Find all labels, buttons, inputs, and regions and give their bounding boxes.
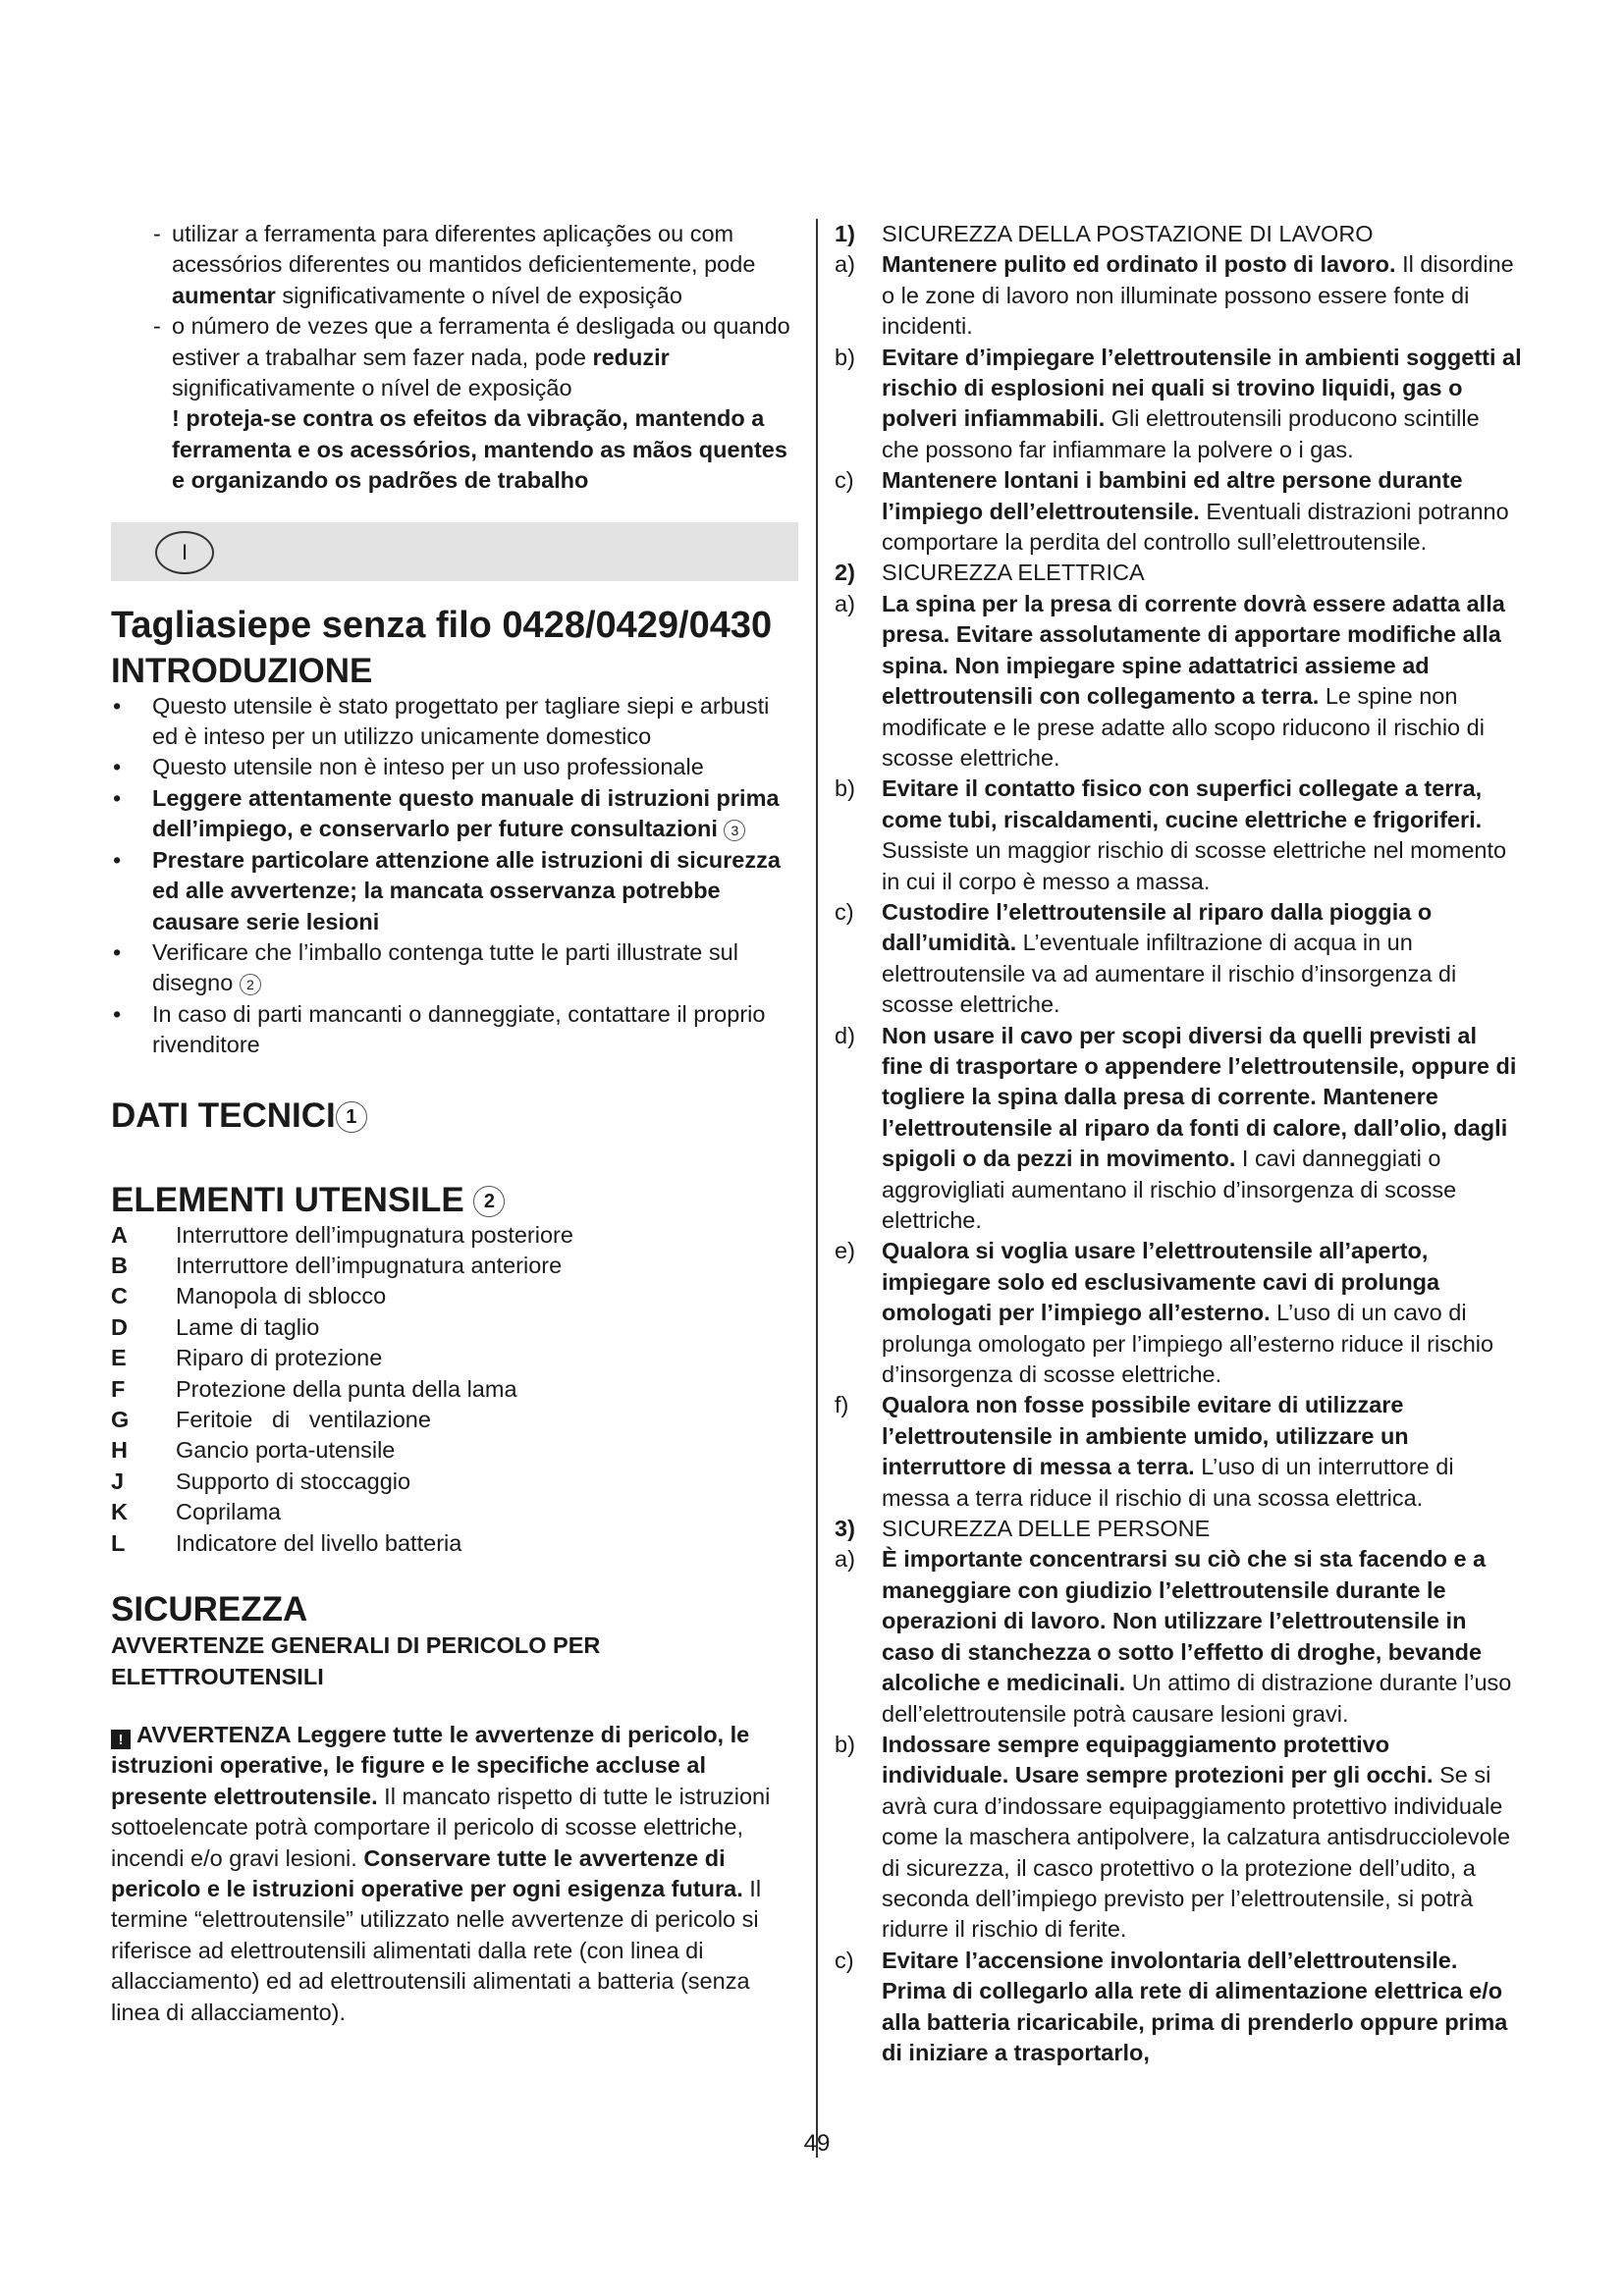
parts-list-item (111, 1343, 798, 1373)
intro-bullet: • Questo utensile è stato progettato per tagliare siepi e arbusti ed è inteso per un utilizzo unicamente domestico (113, 692, 770, 750)
parts-list-item (111, 1374, 798, 1405)
safety-item: f) Qualora non fosse possibile evitare di utilizzare l’elettroutensile in ambiente umido, utilizzare un interruttore di messa a terra. L’uso di un interruttore di messa a terra riduce il rischio di una scossa elettrica. (835, 1392, 1454, 1511)
safety-item: a) La spina per la presa di corrente dovrà essere adatta alla presa. Evitare assolutamente di apportare modifiche alla spina. Non impiegare spine adattatrici assieme ad elettroutensili con collegamento a terra. Le spine non modificate e le prese adatte allo scopo riducono il rischio di scosse elettriche. (835, 590, 1505, 771)
part-label: Manopola di sblocco (176, 1283, 387, 1309)
pt-dash-item: - utilizar a ferramenta para diferentes aplicações ou com acessórios diferentes ou mantidos deficientemente, pode aumentar significativamente o nível de exposição (153, 221, 756, 308)
left-column (111, 219, 798, 2028)
part-letter: A (111, 1221, 128, 1248)
part-label: Gancio porta-utensile (176, 1437, 396, 1464)
part-letter: F (111, 1375, 126, 1402)
parts-list-item (111, 1497, 798, 1527)
language-badge: I (155, 531, 214, 574)
intro-bullet: • Leggere attentamente questo manuale di istruzioni prima dell’impiego, e conservarlo per future consultazioni 3 (113, 784, 780, 842)
part-label: Indicatore del livello batteria (176, 1529, 462, 1556)
part-letter: H (111, 1437, 128, 1464)
sicurezza-heading: SICUREZZA (111, 1590, 308, 1629)
part-label: Supporto di stoccaggio (176, 1468, 411, 1494)
dati-tecnici-heading: DATI TECNICI 1 (111, 1096, 798, 1136)
figure-ref-icon: 1 (336, 1101, 367, 1133)
section-heading: 3) SICUREZZA DELLE PERSONE (835, 1516, 1211, 1542)
pt-dash-item: - o número de vezes que a ferramenta é desligada ou quando estiver a trabalhar sem fazer nada, pode reduzir significativamente o nível de exposição (153, 313, 790, 401)
general-warning-paragraph: ! AVVERTENZA Leggere tutte le avvertenze di pericolo, le istruzioni operative, le figure e le specifiche accluse al presente elettroutensile. Il mancato rispetto di tutte le istruzioni sottoelencate potrà comportare il pericolo di scosse elettriche, incendi e/o gravi lesioni. Conservare tutte le avvertenze di pericolo e le istruzioni operative per ogni esigenza futura. Il termine “elettroutensile” utilizzato nelle avvertenze di pericolo si riferisce ad elettroutensili alimentati dalla rete (con linea di allacciamento) ed ad elettroutensili alimentati a batteria (senza linea di allacciamento). (111, 1722, 771, 2025)
intro-bullet: • Questo utensile non è inteso per un uso professionale (113, 754, 704, 780)
language-banner (111, 522, 798, 581)
right-column (833, 219, 1522, 2068)
safety-item: b) Evitare il contatto fisico con superfici collegate a terra, come tubi, riscaldamenti, cucine elettriche e frigoriferi. Sussiste un maggior rischio di scosse elettriche nel momento in cui il corpo è messo a massa. (835, 775, 1507, 894)
part-label: Feritoie di ventilazione (176, 1406, 431, 1432)
parts-list-item (111, 1405, 798, 1435)
parts-list-item (111, 1251, 798, 1281)
part-label: Lame di taglio (176, 1313, 320, 1340)
figure-ref-icon: 2 (473, 1186, 505, 1217)
part-label: Interruttore dell’impugnatura anteriore (176, 1252, 563, 1278)
parts-list-item (111, 1312, 798, 1343)
column-divider (816, 219, 818, 2158)
intro-bullet: • Prestare particolare attenzione alle istruzioni di sicurezza ed alle avvertenze; la mancata osservanza potrebbe causare serie lesioni (113, 846, 781, 934)
safety-item: d) Non usare il cavo per scopi diversi da quelli previsti al fine di trasportare o appendere l’elettroutensile, oppure di togliere la spina dalla presa di corrente. Mantenere l’elettroutensile al riparo da fonti di calore, dall’olio, dagli spigoli o da pezzi in movimento. I cavi danneggiati o aggrovigliati aumentano il rischio d’insorgenza di scosse elettriche. (835, 1022, 1517, 1233)
safety-item: c) Mantenere lontani i bambini ed altre persone durante l’impiego dell’elettroutensile. Eventuali distrazioni potranno comportare la perdita del controllo sull’elettroutensile. (835, 467, 1509, 556)
safety-item: b) Evitare d’impiegare l’elettroutensile in ambienti soggetti al rischio di esplosioni nei quali si trovino liquidi, gas o polveri infiammabili. Gli elettroutensili producono scintille che possono far infiammare la polvere o i gas. (835, 344, 1522, 462)
part-letter: G (111, 1406, 130, 1432)
parts-list-item (111, 1467, 798, 1497)
part-letter: L (111, 1529, 126, 1556)
intro-bullet: • Verificare che l’imballo contenga tutte le parti illustrate sul disegno 2 (113, 938, 738, 996)
part-letter: C (111, 1283, 128, 1309)
safety-item: b) Indossare sempre equipaggiamento protettivo individuale. Usare sempre protezioni per gli occhi. Se si avrà cura d’indossare equipaggiamento protettivo individuale come la maschera antipolvere, la calzatura antisdrucciolevole di sicurezza, il casco protettivo o la protezione dell’udito, a seconda dell’impiego previsto per l’elettroutensile, si potrà ridurre il rischio di ferite. (835, 1731, 1511, 1943)
parts-list-item (111, 1528, 798, 1559)
part-label: Riparo di protezione (176, 1345, 383, 1371)
part-letter: E (111, 1345, 127, 1371)
section-heading: 2) SICUREZZA ELETTRICA (835, 560, 1145, 586)
page-number: 49 (803, 2130, 831, 2157)
page-title: Tagliasiepe senza filo 0428/0429/0430 (111, 604, 773, 646)
pt-vibration-warning: ! proteja-se contra os efeitos da vibração, mantendo a ferramenta e os acessórios, mantendo as mãos quentes e organizando os padrões de trabalho (172, 405, 787, 494)
parts-list-item (111, 1435, 798, 1466)
section-heading: 1) SICUREZZA DELLA POSTAZIONE DI LAVORO (835, 221, 1374, 246)
intro-heading: INTRODUZIONE (111, 651, 373, 690)
figure-ref-icon: 3 (724, 820, 745, 841)
safety-item: a) È importante concentrarsi su ciò che si sta facendo e a maneggiare con giudizio l’elettroutensile durante le operazioni di lavoro. Non utilizzare l’elettroutensile in caso di stanchezza o sotto l’effetto di droghe, bevande alcoliche e medicinali. Un attimo di distrazione durante l’uso dell’elettroutensile potrà causare lesioni gravi. (835, 1546, 1512, 1727)
sicurezza-subheading: AVVERTENZE GENERALI DI PERICOLO PER ELETTROUTENSILI (111, 1632, 601, 1689)
safety-item: e) Qualora si voglia usare l’elettroutensile all’aperto, impiegare solo ed esclusivamente cavi di prolunga omologati per l’impiego all’esterno. L’uso di un cavo di prolunga omologato per l’impiego all’esterno riduce il rischio d’insorgenza di scosse elettriche. (835, 1238, 1494, 1388)
figure-ref-icon: 2 (240, 974, 261, 995)
safety-item: c) Custodire l’elettroutensile al riparo dalla pioggia o dall’umidità. L’eventuale infiltrazione di acqua in un elettroutensile va ad aumentare il rischio d’insorgenza di scosse elettriche. (835, 898, 1457, 1018)
parts-list-item (111, 1220, 798, 1251)
intro-bullet: • In caso di parti mancanti o danneggiate, contattare il proprio rivenditore (113, 1000, 766, 1058)
part-letter: J (111, 1468, 125, 1494)
part-letter: K (111, 1499, 128, 1525)
safety-item: a) Mantenere pulito ed ordinato il posto di lavoro. Il disordine o le zone di lavoro non illuminate possono essere fonte di incidenti. (835, 251, 1514, 340)
part-label: Interruttore dell’impugnatura posteriore (176, 1221, 573, 1248)
part-letter: D (111, 1313, 128, 1340)
parts-list-item (111, 1281, 798, 1311)
part-label: Coprilama (176, 1499, 282, 1525)
part-label: Protezione della punta della lama (176, 1375, 517, 1402)
warning-triangle-icon: ! (111, 1730, 131, 1749)
part-letter: B (111, 1252, 128, 1278)
parts-list (111, 1220, 798, 1559)
safety-item: c) Evitare l’accensione involontaria dell’elettroutensile. Prima di collegarlo alla rete di alimentazione elettrica e/o alla batteria ricaricabile, prima di prenderlo oppure prima di iniziare a trasportarlo, (835, 1947, 1508, 2065)
elementi-heading: ELEMENTI UTENSILE 2 (111, 1181, 798, 1220)
